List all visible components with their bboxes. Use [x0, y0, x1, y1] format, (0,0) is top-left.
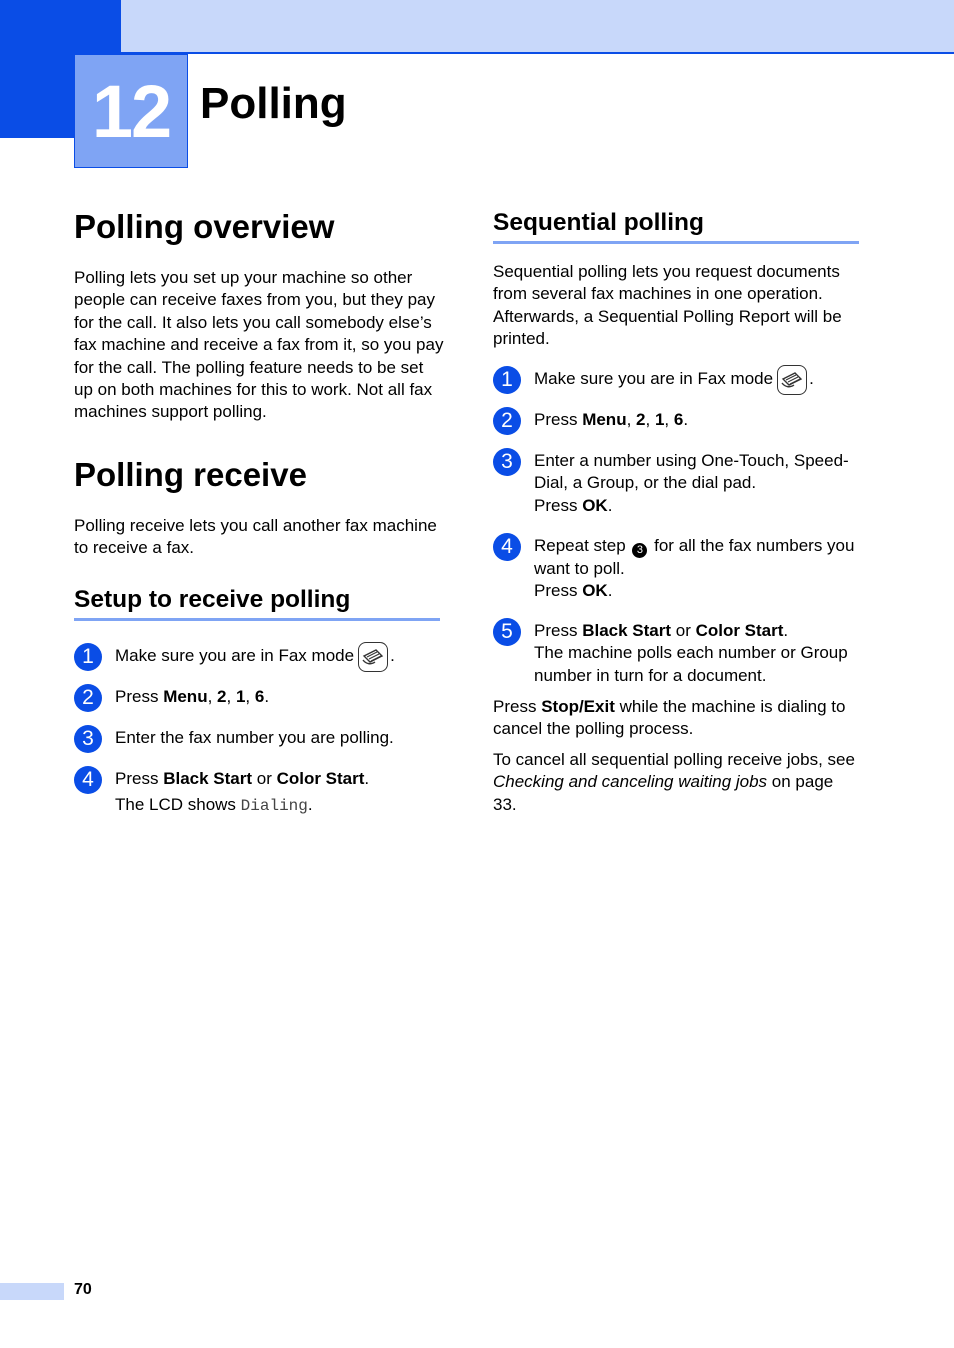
menu-key: Menu — [163, 687, 208, 706]
sequential-polling-heading: Sequential polling — [493, 208, 859, 244]
lcd-text: Dialing — [240, 797, 308, 816]
chapter-title: Polling — [200, 79, 347, 128]
step-number: 3 — [74, 725, 102, 753]
footer-bar — [0, 1283, 64, 1300]
polling-overview-text: Polling lets you set up your machine so other people can receive faxes from you, but they pay for the call. It also lets you call somebody else’s fax machine and receive a fax from it, so you pay for the call. The polling feature needs to be set up on both machines for this to work. Not all fax machines support polling. — [74, 268, 444, 422]
step-number: 4 — [493, 533, 521, 561]
polling-overview-heading: Polling overview — [74, 208, 335, 245]
header-light-band — [121, 0, 954, 54]
step-number: 3 — [493, 448, 521, 476]
step-number: 1 — [493, 366, 521, 394]
page-number: 70 — [74, 1281, 92, 1298]
cross-reference-link[interactable]: Checking and canceling waiting jobs — [493, 772, 768, 792]
step-number: 5 — [493, 618, 521, 646]
polling-receive-text: Polling receive lets you call another fax machine to receive a fax. — [74, 516, 437, 558]
black-start-key: Black Start — [582, 621, 672, 640]
fax-mode-icon — [777, 365, 807, 395]
sequential-polling-text: Sequential polling lets you request documents from several fax machines in one operation. Afterwards, a Sequential Polling Report will be printed. — [493, 262, 842, 349]
step-number: 1 — [74, 643, 102, 671]
step-ref-icon: 3 — [632, 543, 647, 558]
step-number: 2 — [74, 684, 102, 712]
cancel-note: To cancel all sequential polling receive jobs, see Checking and canceling waiting jobs on page 33. — [493, 750, 855, 814]
setup-heading: Setup to receive polling — [74, 585, 440, 621]
fax-mode-icon — [358, 642, 388, 672]
step-number: 4 — [74, 766, 102, 794]
step-text: Enter the fax number you are polling. — [115, 728, 394, 747]
stop-exit-note: Press Stop/Exit while the machine is dialing to cancel the polling process. — [493, 697, 846, 739]
ok-key: OK — [582, 581, 608, 601]
step-number: 2 — [493, 407, 521, 435]
menu-key: Menu — [582, 410, 627, 429]
step-text: Make sure you are in Fax mode — [115, 646, 355, 665]
chapter-number: 12 — [74, 54, 188, 168]
color-start-key: Color Start — [695, 621, 784, 640]
color-start-key: Color Start — [276, 769, 365, 788]
polling-receive-heading: Polling receive — [74, 456, 307, 493]
black-start-key: Black Start — [163, 769, 253, 788]
stop-exit-key: Stop/Exit — [541, 697, 615, 716]
ok-key: OK — [582, 495, 608, 515]
